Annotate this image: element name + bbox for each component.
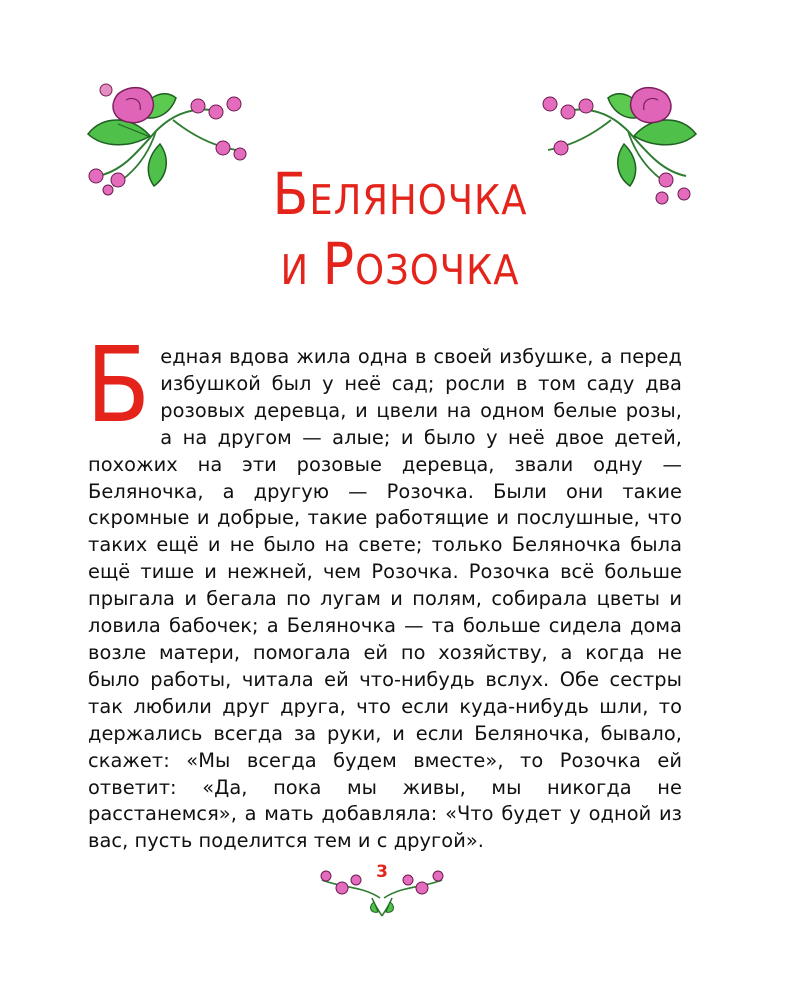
title-cap-1: Б (272, 160, 310, 228)
title-cap-2: Р (322, 230, 356, 298)
title-line-2 (0, 232, 800, 302)
page-footer (312, 858, 452, 918)
page-number: 3 (376, 862, 388, 882)
story-paragraph (86, 324, 682, 855)
page-title (0, 162, 800, 302)
drop-cap: Б (86, 324, 151, 446)
title-line-1 (0, 162, 800, 232)
title-rest-2: ОЗОЧКА (355, 246, 520, 294)
title-rest-1: ЕЛЯНОЧКА (309, 176, 528, 224)
title-conjunction: И (280, 246, 310, 294)
story-text: едная вдова жила одна в своей избушке, а перед избушкой был у неё сад; росли в том саду два розовых деревца, и цвели на одном белые розы, а на другом — алые; и было у неё двое детей, похожих на эти розовые деревца, звали одну — Беляночка, а другую — Розочка. Были они такие скромные и добрые, такие работящие и послушные, что таких ещё и не было на свете; только Беляночка была ещё тише и нежней, чем Розочка. Розочка всё больше прыгала и бегала по лугам и полям, собирала цветы и ловила бабочек; а Беляночка — та больше сидела дома возле матери, помогала ей по хозяйству, а когда не было работы, читала ей что-нибудь вслух. Обе сестры так любили друг друга, что если куда-нибудь шли, то держались всегда за руки, и если Беляночка, бывало, скажет: «Мы всегда будем вместе», то Розочка ей ответит: «Да, пока мы живы, мы никогда не расстанемся», а мать добавляла: «Что будет у одной из вас, пусть поделится тем и с другой». (88, 345, 682, 853)
